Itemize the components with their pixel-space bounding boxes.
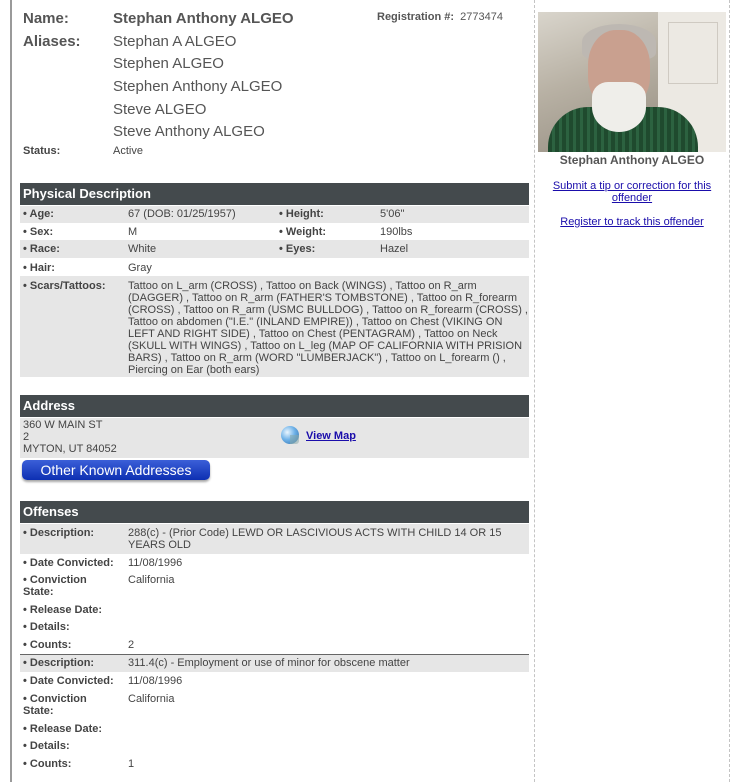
offender-photo — [538, 12, 726, 152]
counts-value: 2 — [128, 639, 135, 651]
submit-tip-link[interactable]: Submit a tip or correction for this offender — [552, 180, 712, 204]
physical-description-header: Physical Description — [20, 183, 529, 205]
offense-state-row — [20, 690, 529, 720]
race-value: White — [128, 243, 157, 255]
registration — [377, 11, 503, 23]
sidebar-border-left — [534, 0, 535, 782]
scars-label: • Scars/Tattoos: — [23, 280, 106, 292]
counts-value: 1 — [128, 758, 135, 770]
offense-date-row — [20, 672, 529, 690]
conviction-state-label: • Conviction — [23, 693, 87, 705]
offense-details-row — [20, 618, 529, 636]
photo-beard — [592, 82, 646, 132]
description-label: • Description: — [23, 527, 95, 539]
alias-item: Stephen ALGEO — [113, 55, 224, 72]
status-label: Status: — [23, 145, 61, 157]
physical-row-race — [20, 240, 529, 258]
offense-state-row — [20, 571, 529, 601]
age-value: 67 (DOB: 01/25/1957) — [128, 208, 236, 220]
details-label: • Details: — [23, 621, 70, 633]
physical-row-age — [20, 206, 529, 223]
offense-details-row — [20, 737, 529, 755]
physical-row-hair — [20, 258, 529, 276]
description-value: 288(c) - (Prior Code) LEWD OR LASCIVIOUS ACTS WITH CHILD 14 OR 15 YEARS OLD — [128, 527, 502, 551]
name-label: Name: — [23, 10, 69, 27]
release-date-label: • Release Date: — [23, 604, 103, 616]
conviction-state-label-2: State: — [23, 705, 54, 717]
weight-label: • Weight: — [279, 226, 327, 238]
conviction-state-value: California — [128, 693, 175, 705]
offenses-header: Offenses — [20, 501, 529, 523]
offense-date-row — [20, 554, 529, 571]
height-value: 5'06" — [380, 208, 405, 220]
details-label: • Details: — [23, 740, 70, 752]
left-border — [10, 0, 12, 782]
other-known-addresses-button[interactable]: Other Known Addresses — [22, 460, 210, 480]
scars-value: Tattoo on L_arm (CROSS) , Tattoo on Back (WINGS) , Tattoo on R_arm (DAGGER) , Tattoo on R_arm (FATHER'S TOMBSTONE) , Tattoo on R_forearm (CROSS) , Tattoo on R_arm (USMC BULLDOG) , Tattoo on R_forearm (CROSS) , Tattoo on abdomen ("I.E." (INLAND EMPIRE)) , Tattoo on Chest (VIKING ON LEFT AND RIGHT SIDE) , Tattoo on Chest (PENTAGRAM) , Tattoo on Neck (SKULL WITH WINGS) , Tattoo on L_leg (MAP OF CALIFORNIA WITH PRISION BARS) , Tattoo on R_arm (WORD "LUMBERJACK") , Tattoo on L_forearm () , Piercing on Ear (both ears) — [128, 280, 528, 376]
offense-release-row — [20, 601, 529, 618]
address-line2: 2 — [23, 431, 30, 443]
address-header: Address — [20, 395, 529, 417]
counts-label: • Counts: — [23, 758, 72, 770]
aliases-label: Aliases: — [23, 33, 81, 50]
date-convicted-value: 11/08/1996 — [128, 557, 183, 569]
offense-description-row — [20, 524, 529, 554]
offense-release-row — [20, 720, 529, 737]
alias-item: Steve Anthony ALGEO — [113, 123, 265, 140]
counts-label: • Counts: — [23, 639, 72, 651]
hair-label: • Hair: — [23, 262, 55, 274]
address-line3: MYTON, UT 84052 — [23, 443, 117, 455]
date-convicted-label: • Date Convicted: — [23, 675, 114, 687]
register-track-link[interactable]: Register to track this offender — [560, 216, 704, 228]
offense-counts-row — [20, 755, 529, 773]
sidebar-border-right — [729, 0, 730, 782]
description-label: • Description: — [23, 657, 95, 669]
date-convicted-label: • Date Convicted: — [23, 557, 114, 569]
conviction-state-label-2: State: — [23, 586, 54, 598]
sex-label: • Sex: — [23, 226, 54, 238]
offender-name: Stephan Anthony ALGEO — [113, 10, 294, 27]
physical-row-sex — [20, 223, 529, 240]
release-date-label: • Release Date: — [23, 723, 103, 735]
conviction-state-value: California — [128, 574, 175, 586]
hair-value: Gray — [128, 262, 152, 274]
alias-item: Stephan A ALGEO — [113, 33, 237, 50]
registration-label: Registration #: — [377, 11, 455, 23]
offense-description-row — [20, 655, 529, 672]
globe-icon[interactable] — [281, 426, 299, 444]
race-label: • Race: — [23, 243, 60, 255]
registration-number: 2773474 — [460, 11, 503, 23]
alias-item: Steve ALGEO — [113, 101, 207, 118]
description-value: 311.4(c) - Employment or use of minor for obscene matter — [128, 657, 410, 669]
alias-item: Stephen Anthony ALGEO — [113, 78, 283, 95]
height-label: • Height: — [279, 208, 324, 220]
physical-row-scars — [20, 276, 529, 377]
offense-counts-row — [20, 636, 529, 654]
photo-caption: Stephan Anthony ALGEO — [559, 153, 705, 167]
weight-value: 190lbs — [380, 226, 413, 238]
view-map-link[interactable]: View Map — [306, 430, 356, 442]
eyes-label: • Eyes: — [279, 243, 316, 255]
status-value: Active — [113, 145, 143, 157]
conviction-state-label: • Conviction — [23, 574, 87, 586]
date-convicted-value: 11/08/1996 — [128, 675, 183, 687]
eyes-value: Hazel — [380, 243, 409, 255]
sex-value: M — [128, 226, 138, 238]
age-label: • Age: — [23, 208, 54, 220]
address-line1: 360 W MAIN ST — [23, 419, 103, 431]
